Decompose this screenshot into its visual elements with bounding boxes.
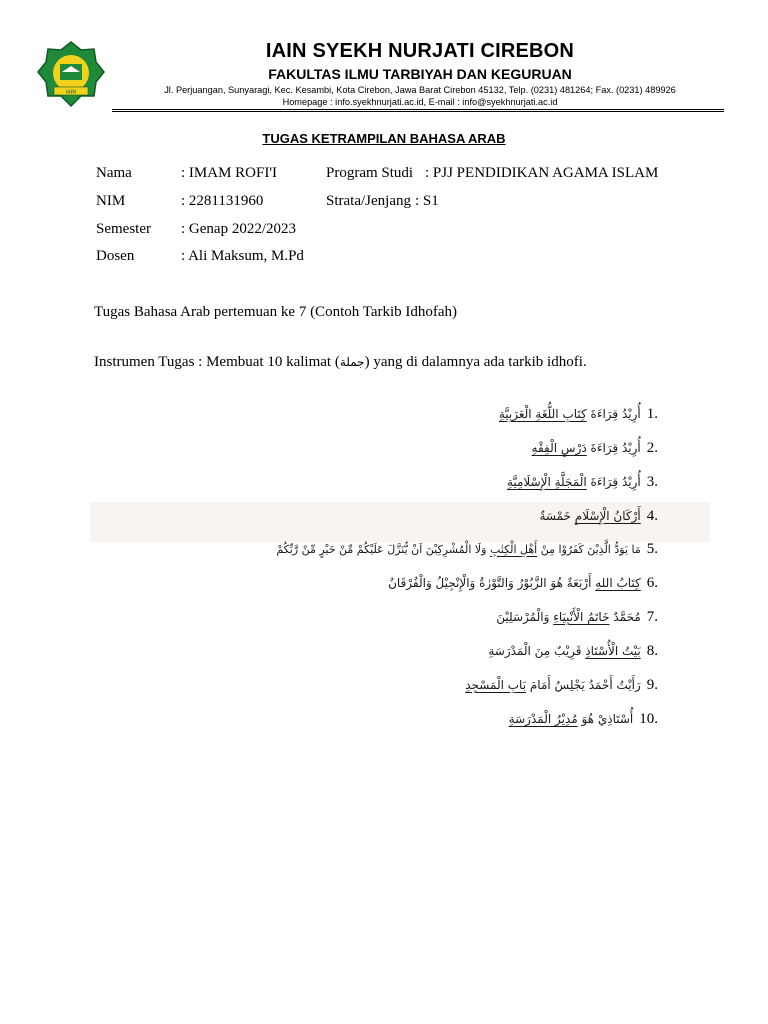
- idhofah-phrase: دَرْسِ الْفِقْهِ: [531, 441, 587, 455]
- institution-name: IAIN SYEKH NURJATI CIREBON: [265, 40, 575, 62]
- idhofah-phrase: كِتَابُ اللهِ: [595, 576, 641, 590]
- instruction-arabic: جملة: [339, 355, 365, 369]
- sentence-text: مُحَمَّدٌ خَاتَمُ الْأَنْبِيَاءِ وَالْمُرْسَلِيْنَ: [496, 610, 641, 624]
- idhofah-phrase: أَرْكَانُ الْإِسْلَامِ: [574, 509, 641, 523]
- sentence-number: 4.: [646, 507, 658, 524]
- sentence-text: أَرْكَانُ الْإِسْلَامِ خَمْسَةٌ: [539, 509, 641, 523]
- svg-text:IAIN: IAIN: [65, 89, 77, 96]
- sentence-6: [388, 570, 658, 596]
- idhofah-phrase: بَيْتُ الْأُسْتَاذِ: [585, 644, 641, 658]
- sentence-1: [499, 401, 658, 427]
- sentence-number: 7.: [646, 608, 658, 625]
- prodi-label: Program Studi: [326, 165, 414, 181]
- sentence-text: أُرِيْدُ قِرَاءَةَ الْمَجَلَّةِ الْإِسْلَامِيَّةِ: [506, 475, 641, 489]
- faculty-name: FAKULTAS ILMU TARBIYAH DAN KEGURUAN: [268, 66, 572, 82]
- sentence-7: [496, 604, 658, 630]
- idhofah-phrase: أَهْلِ الْكِتٰبِ: [489, 542, 538, 556]
- nim-value: : 2281131960: [181, 193, 264, 209]
- sentence-text: بَيْتُ الْأُسْتَاذِ قَرِيْبٌ مِنَ الْمَدْرَسَةِ: [488, 644, 641, 658]
- sentence-text: أُسْتَاذِيْ هُوَ مُدِيْرُ الْمَدْرَسَةِ: [508, 712, 634, 726]
- sentence-10: [509, 706, 658, 732]
- sentence-3: [507, 469, 658, 495]
- dosen-value: : Ali Maksum, M.Pd: [181, 248, 304, 264]
- prodi-value: : PJJ PENDIDIKAN AGAMA ISLAM: [425, 165, 659, 181]
- nama-value: : IMAM ROFI'I: [181, 165, 278, 181]
- dosen-label: Dosen: [96, 248, 135, 264]
- sentence-5: [276, 536, 658, 562]
- header-divider-2: [112, 111, 724, 112]
- sentence-4: [539, 503, 658, 529]
- university-logo: [36, 40, 106, 110]
- sentence-text: مَا يَوَدُّ الَّذِيْنَ كَفَرُوْا مِنْ أَهْلِ الْكِتٰبِ وَلَا الْمُشْرِكِيْنَ اَنْ يُّنَزَّلَ عَلَيْكُمْ مِّنْ خَيْرٍ مِّنْ رَّبِّكُمْ: [276, 542, 641, 556]
- sentence-text: رَأَيْتُ أَحْمَدُ يَجْلِسُ أَمَامَ بَابِ الْمَسْجِدِ: [465, 678, 641, 692]
- instruction-after: ) yang di dalamnya ada tarkib idhofi.: [364, 354, 587, 370]
- idhofah-phrase: بَابِ الْمَسْجِدِ: [465, 678, 527, 692]
- semester-label: Semester: [96, 221, 151, 237]
- sentence-2: [532, 435, 658, 461]
- semester-value: : Genap 2022/2023: [181, 221, 296, 237]
- sentence-8: [488, 638, 658, 664]
- instruction-line: [94, 354, 587, 371]
- sentence-text: أُرِيْدُ قِرَاءَةَ كِتَابِ اللُّغَةِ الْعَرَبِيَّةِ: [498, 407, 641, 421]
- sentence-9: [465, 672, 658, 698]
- idhofah-phrase: الْمَجَلَّةِ الْإِسْلَامِيَّةِ: [506, 475, 587, 489]
- strata-label: Strata/Jenjang: [326, 193, 411, 209]
- header-divider: [112, 109, 724, 110]
- sentence-text: كِتَابُ اللهِ أَرْبَعَةٌ هُوَ الزَّبُوْرُ وَالتَّوْرٰةُ وَالْإِنْجِيْلُ وَالْفُرْقَانُ: [388, 576, 641, 590]
- task-line: Tugas Bahasa Arab pertemuan ke 7 (Contoh Tarkib Idhofah): [94, 304, 458, 320]
- idhofah-phrase: كِتَابِ اللُّغَةِ الْعَرَبِيَّةِ: [498, 407, 587, 421]
- sentence-number: 8.: [646, 642, 658, 659]
- document-title: TUGAS KETRAMPILAN BAHASA ARAB: [262, 131, 506, 146]
- strata-value: : S1: [415, 193, 439, 209]
- sentence-number: 2.: [646, 439, 658, 456]
- sentence-number: 6.: [646, 574, 658, 591]
- contact-line: Homepage : info.syekhnurjati.ac.id, E-mail : info@syekhnurjati.ac.id: [282, 97, 558, 107]
- sentence-number: 5.: [646, 540, 658, 557]
- instruction-before: Instrumen Tugas : Membuat 10 kalimat (: [94, 354, 340, 370]
- idhofah-phrase: خَاتَمُ الْأَنْبِيَاءِ: [553, 610, 610, 624]
- sentence-number: 1.: [646, 405, 658, 422]
- sentence-text: أُرِيْدُ قِرَاءَةَ دَرْسِ الْفِقْهِ: [531, 441, 641, 455]
- nim-label: NIM: [96, 193, 126, 209]
- address-line: Jl. Perjuangan, Sunyaragi, Kec. Kesambi, Kota Cirebon, Jawa Barat Cirebon 45132, Telp. (0231) 481264; Fax. (0231) 489926: [164, 85, 676, 95]
- sentence-number: 3.: [646, 473, 658, 490]
- sentence-number: 10.: [639, 710, 658, 727]
- nama-label: Nama: [96, 165, 132, 181]
- sentence-number: 9.: [646, 676, 658, 693]
- idhofah-phrase: مُدِيْرُ الْمَدْرَسَةِ: [508, 712, 578, 726]
